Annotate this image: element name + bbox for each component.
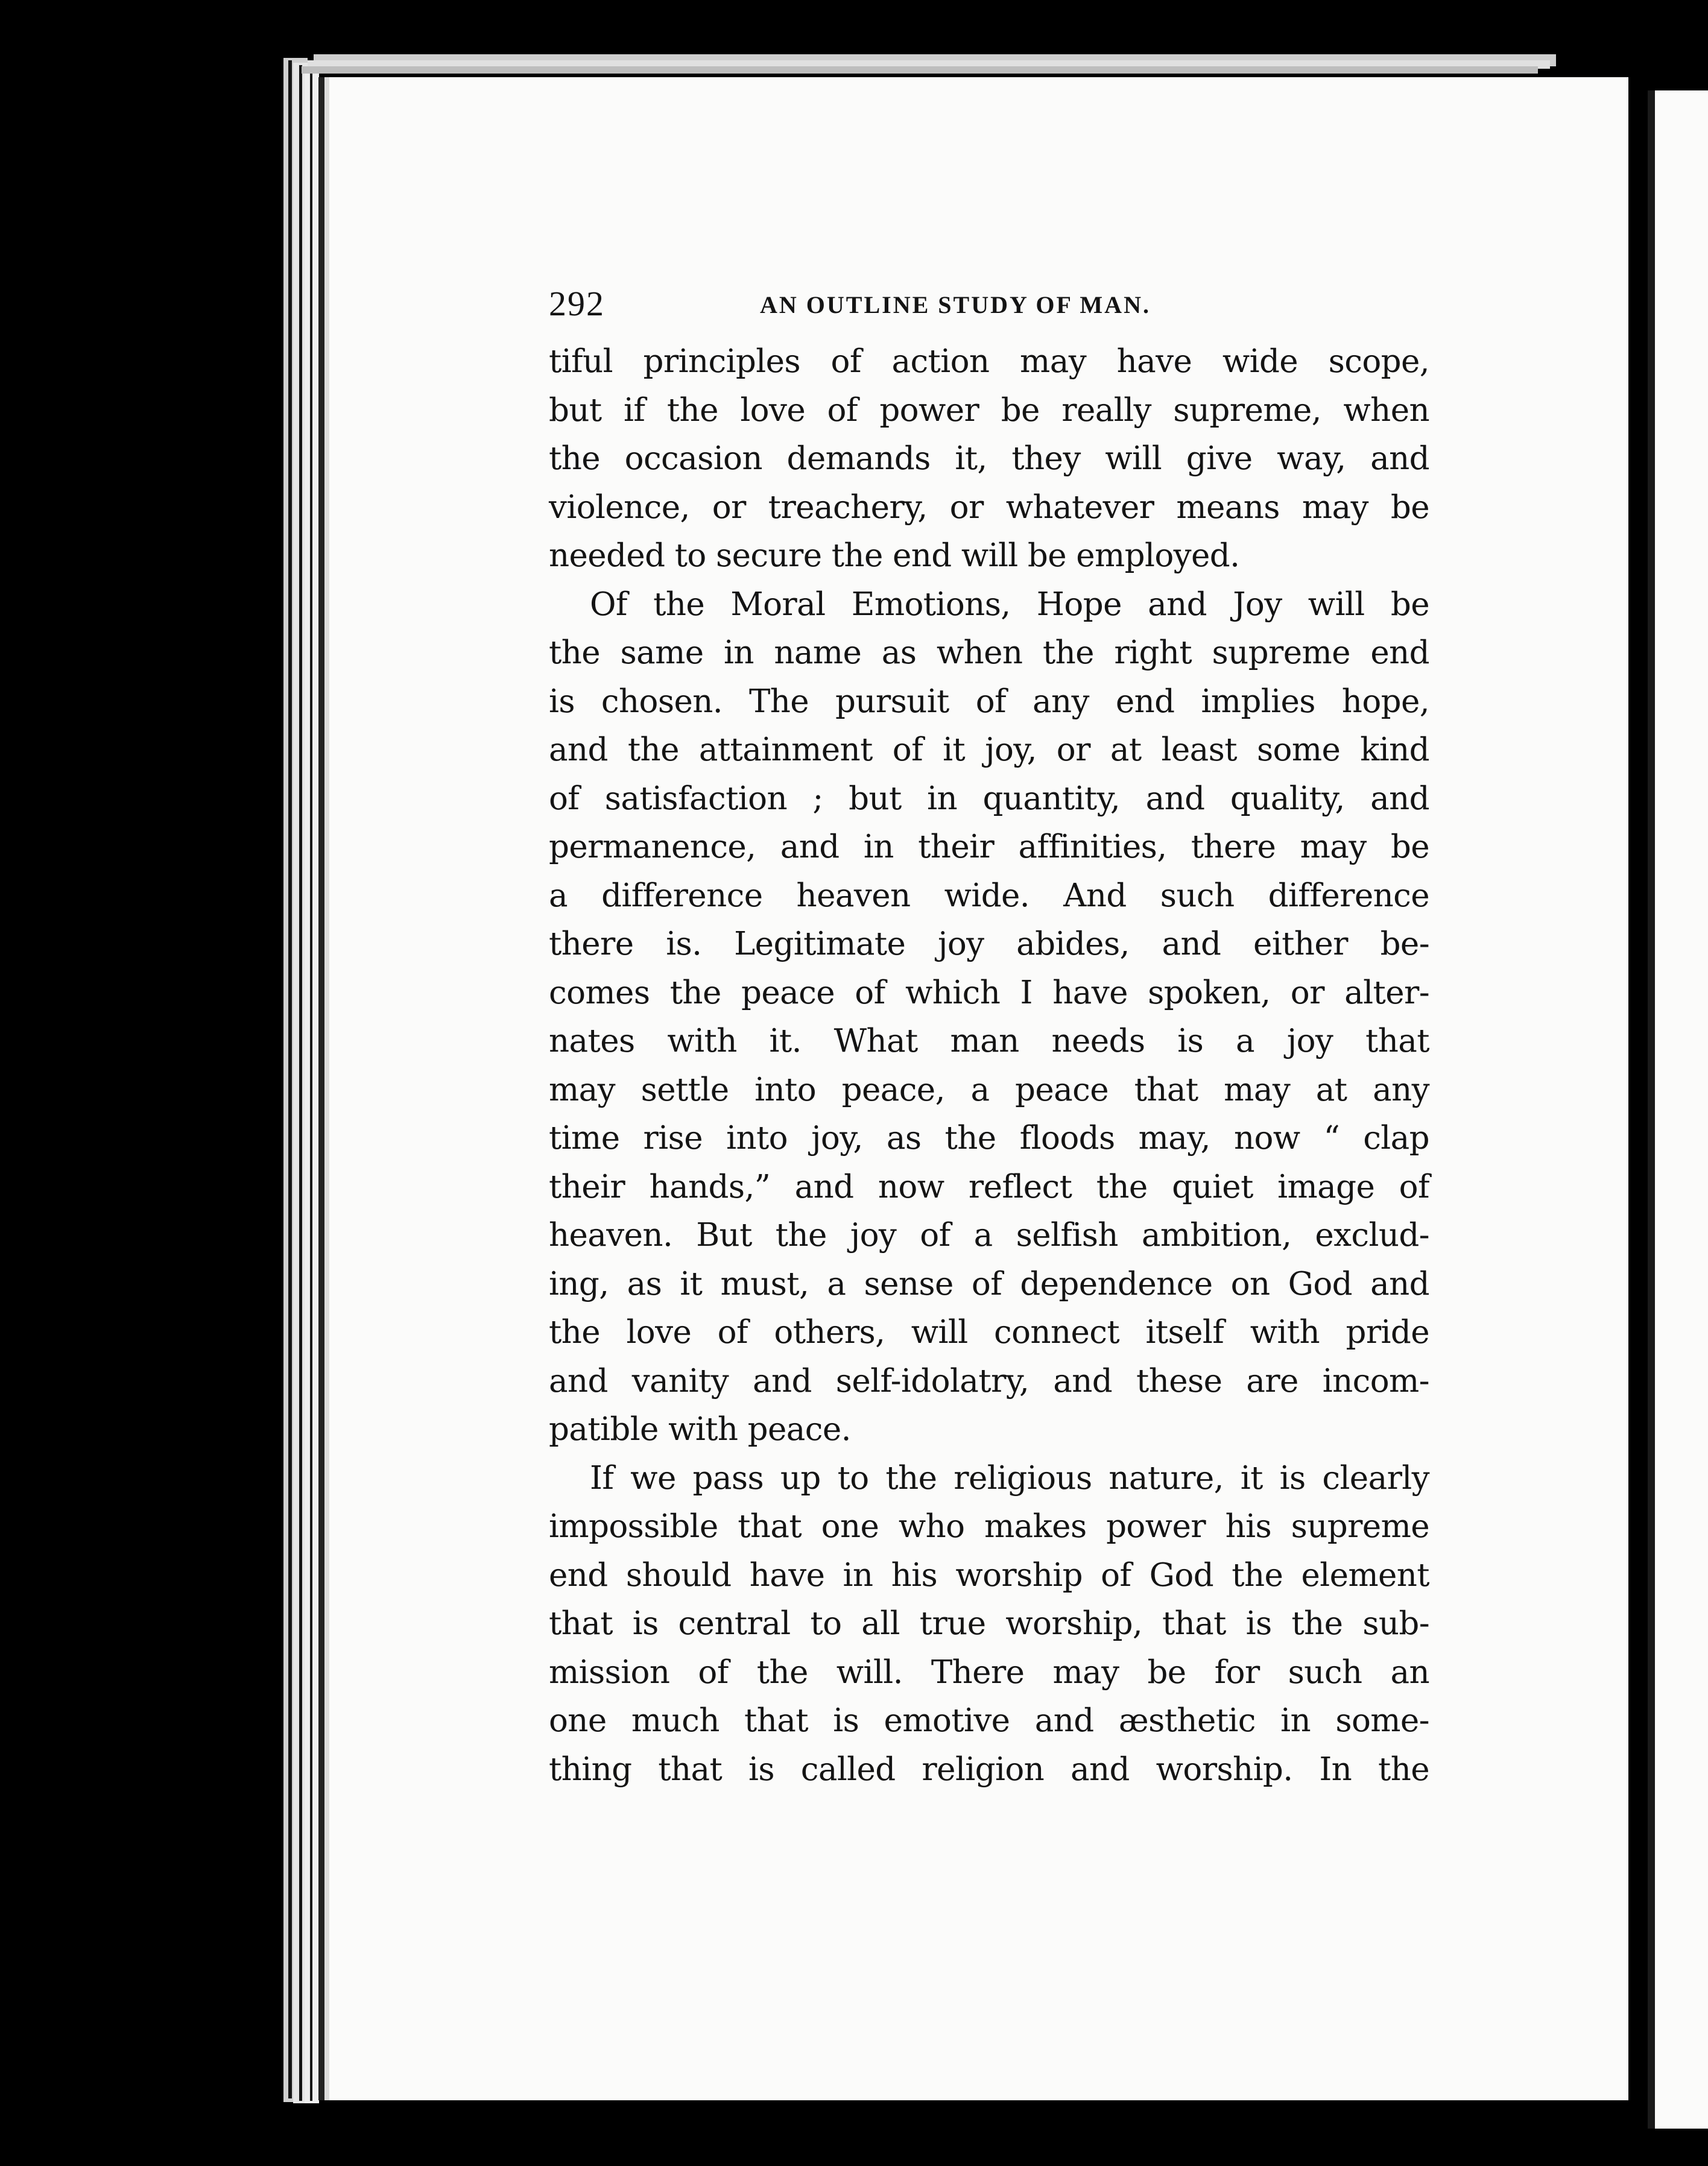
paragraph: [549, 338, 1429, 581]
text-line: needed to secure the end will be employed.: [549, 537, 1240, 574]
text-line: the occasion demands it, they will give way, and: [549, 440, 1429, 477]
paragraph: [549, 1454, 1429, 1795]
text-line: mission of the will. There may be for such an: [549, 1653, 1429, 1691]
text-line: violence, or treachery, or whatever means may be: [549, 488, 1429, 526]
text-line: but if the love of power be really supreme, when: [549, 391, 1429, 429]
text-line: patible with peace.: [549, 1411, 851, 1448]
text-line: nates with it. What man needs is a joy that: [549, 1023, 1429, 1059]
text-line: ing, as it must, a sense of dependence on God and: [549, 1265, 1429, 1302]
text-line: and vanity and self-idolatry, and these are incom-: [549, 1362, 1429, 1400]
text-line: time rise into joy, as the floods may, now “ clap: [549, 1120, 1429, 1157]
text-line: impossible that one who makes power his supreme: [549, 1508, 1429, 1545]
text-line: of satisfaction ; but in quantity, and quality, and: [549, 780, 1429, 817]
text-line: a difference heaven wide. And such difference: [549, 877, 1429, 914]
text-line: and the attainment of it joy, or at least some kind: [549, 731, 1429, 768]
text-line: the love of others, will connect itself with pride: [549, 1314, 1429, 1351]
page-number: 292: [549, 284, 605, 323]
running-head-title: AN OUTLINE STUDY OF MAN.: [760, 291, 1151, 318]
text-line: heaven. But the joy of a selfish ambition, exclud-: [549, 1217, 1429, 1254]
text-line: permanence, and in their affinities, there may be: [549, 829, 1429, 865]
text-line: one much that is emotive and æsthetic in some-: [549, 1702, 1429, 1739]
text-line: there is. Legitimate joy abides, and either be-: [549, 926, 1429, 962]
facing-page-edge: [1648, 90, 1708, 2129]
text-line: tiful principles of action may have wide scope,: [549, 343, 1429, 380]
page-edge: [288, 60, 292, 2098]
running-head: [549, 283, 1429, 338]
text-line: is chosen. The pursuit of any end implies hope,: [549, 683, 1429, 720]
page-text: [549, 283, 1429, 1794]
text-line: Of the Moral Emotions, Hope and Joy will be: [590, 586, 1429, 623]
text-line: end should have in his worship of God the element: [549, 1556, 1429, 1594]
paragraph: [549, 581, 1429, 1454]
page-edge: [310, 70, 312, 2101]
page-edge: [302, 66, 1538, 74]
text-line: the same in name as when the right supreme end: [549, 634, 1429, 671]
text-line: comes the peace of which I have spoken, or alter-: [549, 974, 1429, 1011]
text-line: their hands,” and now reflect the quiet image of: [549, 1168, 1429, 1205]
text-line: that is central to all true worship, that is the sub-: [549, 1605, 1429, 1642]
text-line: may settle into peace, a peace that may at any: [549, 1071, 1429, 1108]
text-line: If we pass up to the religious nature, it is clearly: [590, 1459, 1429, 1497]
text-line: thing that is called religion and worship. In the: [549, 1751, 1429, 1788]
page-edge: [299, 65, 302, 2101]
